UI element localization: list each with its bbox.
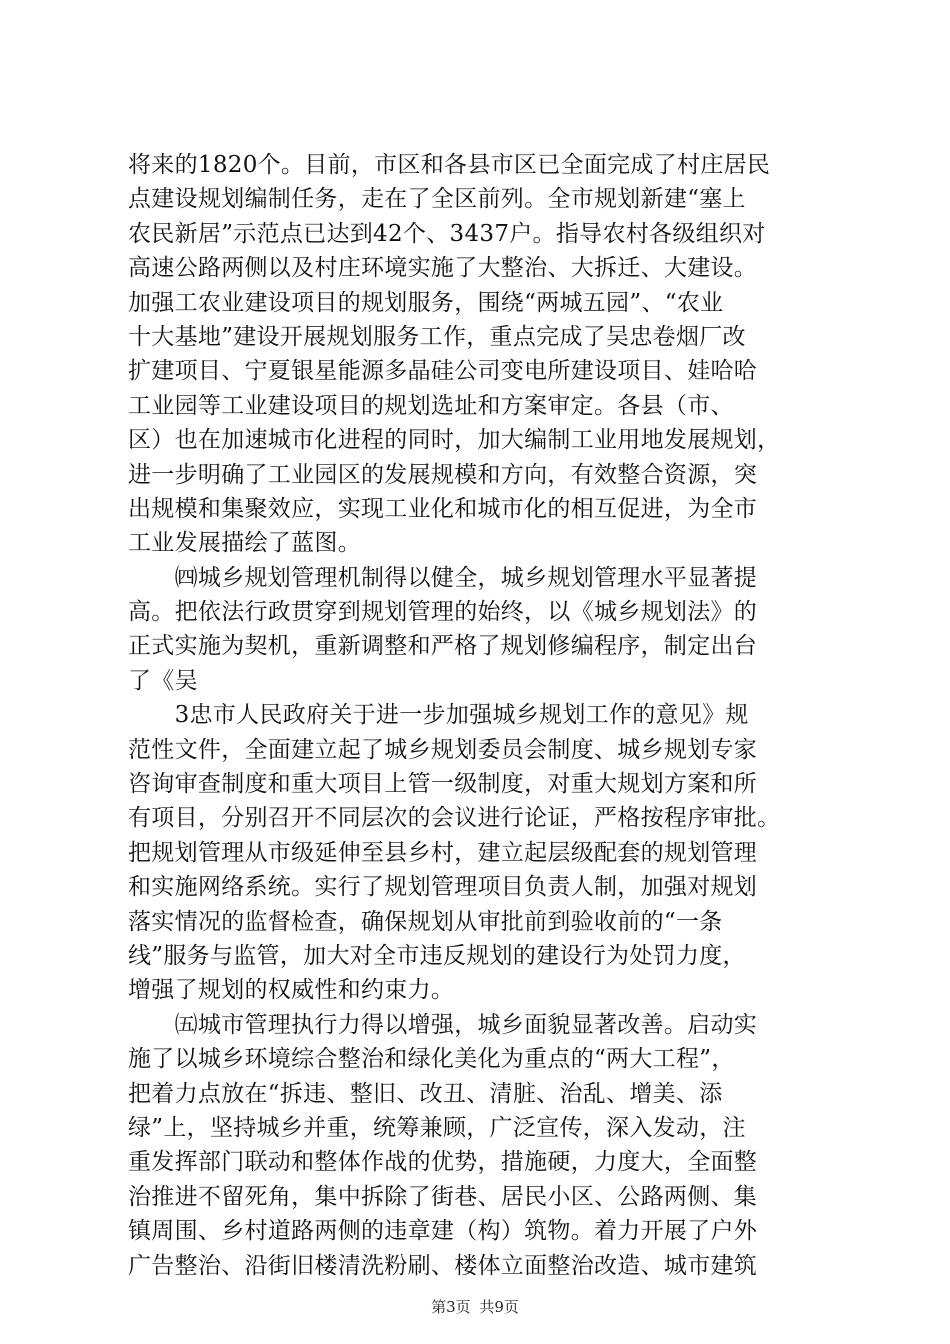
text-line: 施了以城乡环境综合整治和绿化美化为重点的“两大工程”，: [128, 1046, 735, 1073]
text-line: 正式实施为契机，重新调整和严格了规划修编程序，制定出台: [128, 633, 758, 660]
text-line: 扩建项目、宁夏银星能源多晶硅公司变电所建设项目、娃哈哈: [128, 358, 758, 385]
text-line: 进一步明确了工业园区的发展规模和方向，有效整合资源，突: [128, 461, 758, 488]
text-line: 加强工农业建设项目的规划服务，围绕“两城五园”、“农业: [128, 289, 724, 316]
text-line: 区）也在加速城市化进程的同时，加大编制工业用地发展规划，: [128, 427, 781, 454]
text-line: 3忠市人民政府关于进一步加强城乡规划工作的意见》规: [128, 702, 749, 729]
text-line: 增强了规划的权威性和约束力。: [128, 977, 455, 1004]
text-line: ㈣城乡规划管理机制得以健全，城乡规划管理水平显著提: [128, 564, 758, 591]
text-line: 咨询审查制度和重大项目上管一级制度，对重大规划方案和所: [128, 771, 758, 798]
text-line: ㈤城市管理执行力得以增强，城乡面貌显著改善。启动实: [128, 1011, 758, 1038]
text-line: 点建设规划编制任务，走在了全区前列。全市规划新建“塞上: [128, 186, 746, 213]
text-line: 有项目，分别召开不同层次的会议进行论证，严格按程序审批。: [128, 805, 781, 832]
text-line: 了《吴: [128, 667, 198, 694]
text-line: 绿”上，坚持城乡并重，统筹兼顾，广泛宣传，深入发动，注: [128, 1114, 746, 1141]
text-line: 农民新居”示范点已达到42个、3437户。指导农村各级组织对: [128, 220, 766, 247]
page-footer: [0, 1296, 950, 1317]
text-line: 将来的1820个。目前，市区和各县市区已全面完成了村庄居民: [128, 152, 771, 178]
text-line: 工业园等工业建设项目的规划选址和方案审定。各县（市、: [128, 392, 734, 419]
text-line: 治推进不留死角，集中拆除了街巷、居民小区、公路两侧、集: [128, 1183, 758, 1210]
text-line: 十大基地”建设开展规划服务工作，重点完成了吴忠卷烟厂改: [128, 323, 746, 350]
text-line: 重发挥部门联动和整体作战的优势，措施硬，力度大，全面整: [128, 1149, 758, 1176]
text-line: 高速公路两侧以及村庄环境实施了大整治、大拆迁、大建设。: [128, 255, 758, 282]
text-line: 范性文件，全面建立起了城乡规划委员会制度、城乡规划专家: [128, 736, 758, 763]
text-line: 镇周围、乡村道路两侧的违章建（构）筑物。着力开展了户外: [128, 1218, 758, 1245]
text-line: 高。把依法行政贯穿到规划管理的始终，以《城乡规划法》的: [128, 599, 758, 626]
text-line: 出规模和集聚效应，实现工业化和城市化的相互促进，为全市: [128, 495, 758, 522]
text-line: 广告整治、沿街旧楼清洗粉刷、楼体立面整治改造、城市建筑: [128, 1252, 758, 1279]
text-line: 工业发展描绘了蓝图。: [128, 530, 361, 557]
text-line: 落实情况的监督检查，确保规划从审批前到验收前的“一条: [128, 908, 723, 935]
text-line: 和实施网络系统。实行了规划管理项目负责人制，加强对规划: [128, 874, 758, 901]
text-line: 把规划管理从市级延伸至县乡村，建立起层级配套的规划管理: [128, 839, 758, 866]
page-total: 共9页: [479, 1298, 519, 1316]
text-line: 线”服务与监管，加大对全市违反规划的建设行为处罚力度，: [128, 942, 746, 969]
document-body: [128, 148, 838, 1283]
page-number: 第3页: [431, 1298, 471, 1316]
text-line: 把着力点放在“拆违、整旧、改丑、清脏、治乱、增美、添: [128, 1080, 723, 1107]
